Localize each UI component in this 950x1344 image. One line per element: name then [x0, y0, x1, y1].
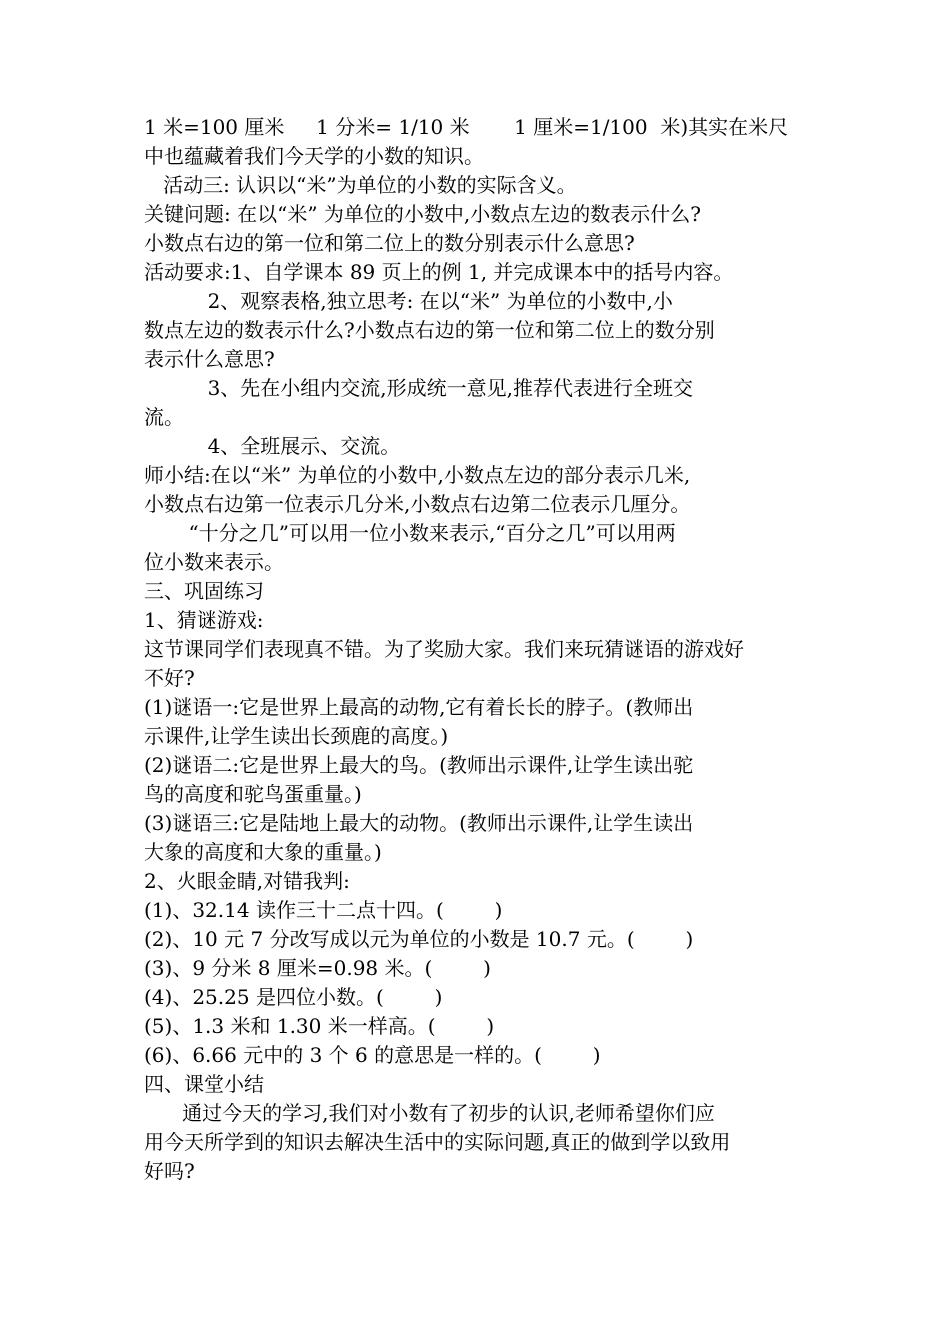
text-line: 鸟的高度和驼鸟蛋重量。)	[144, 782, 362, 806]
list-item: (4)、25.25 是四位小数。( )	[144, 985, 443, 1009]
text-line: 数点左边的数表示什么?小数点右边的第一位和第二位上的数分别	[144, 318, 715, 342]
text-line: 这节课同学们表现真不错。为了奖励大家。我们来玩猜谜语的游戏好	[144, 637, 744, 661]
list-item: (1)、32.14 读作三十二点十四。( )	[144, 898, 503, 922]
text-line: 表示什么意思?	[144, 347, 275, 371]
text-line: 好吗?	[144, 1159, 195, 1183]
text-line: “十分之几”可以用一位小数来表示,“百分之几”可以用两	[144, 521, 676, 545]
text-line: (2)谜语二:它是世界上最大的鸟。(教师出示课件,让学生读出驼	[144, 753, 694, 777]
text-line: 4、全班展示、交流。	[144, 434, 401, 458]
text-line: (1)谜语一:它是世界上最高的动物,它有着长长的脖子。(教师出	[144, 695, 694, 719]
text-line: (3)谜语三:它是陆地上最大的动物。(教师出示课件,让学生读出	[144, 811, 694, 835]
text-line: 不好?	[144, 666, 195, 690]
text-line: 2、观察表格,独立思考: 在以“米” 为单位的小数中,小	[144, 289, 673, 313]
text-line: 中也蕴藏着我们今天学的小数的知识。	[144, 144, 484, 168]
text-line: 3、先在小组内交流,形成统一意见,推荐代表进行全班交	[144, 376, 694, 400]
text-line: 小数点右边第一位表示几分米,小数点右边第二位表示几厘分。	[144, 492, 691, 516]
text-line: 活动三: 认识以“米”为单位的小数的实际含义。	[144, 173, 577, 197]
text-line: 小数点右边的第一位和第二位上的数分别表示什么意思?	[144, 231, 635, 255]
list-item: (3)、9 分米 8 厘米=0.98 米。( )	[144, 956, 491, 980]
text-line: 师小结:在以“米” 为单位的小数中,小数点左边的部分表示几米,	[144, 463, 691, 487]
list-item: (6)、6.66 元中的 3 个 6 的意思是一样的。( )	[144, 1043, 601, 1067]
text-line: 1、猜谜游戏:	[144, 608, 264, 632]
section-heading: 四、课堂小结	[144, 1072, 264, 1096]
section-heading: 三、巩固练习	[144, 579, 264, 603]
text-line: 通过今天的学习,我们对小数有了初步的认识,老师希望你们应	[144, 1101, 715, 1125]
text-line: 2、火眼金睛,对错我判:	[144, 869, 350, 893]
text-line: 用今天所学到的知识去解决生活中的实际问题,真正的做到学以致用	[144, 1130, 731, 1154]
list-item: (2)、10 元 7 分改写成以元为单位的小数是 10.7 元。( )	[144, 927, 694, 951]
text-line: 活动要求:1、自学课本 89 页上的例 1, 并完成课本中的括号内容。	[144, 260, 734, 284]
text-line: 关键问题: 在以“米” 为单位的小数中,小数点左边的数表示什么?	[144, 202, 701, 226]
text-line: 示课件,让学生读出长颈鹿的高度。)	[144, 724, 449, 748]
text-line: 流。	[144, 405, 184, 429]
text-line: 大象的高度和大象的重量。)	[144, 840, 382, 864]
text-line: 1 米=100 厘米 1 分米= 1/10 米 1 厘米=1/100 米)其实在米尺	[144, 115, 789, 139]
text-line: 位小数来表示。	[144, 550, 284, 574]
list-item: (5)、1.3 米和 1.30 米一样高。( )	[144, 1014, 495, 1038]
